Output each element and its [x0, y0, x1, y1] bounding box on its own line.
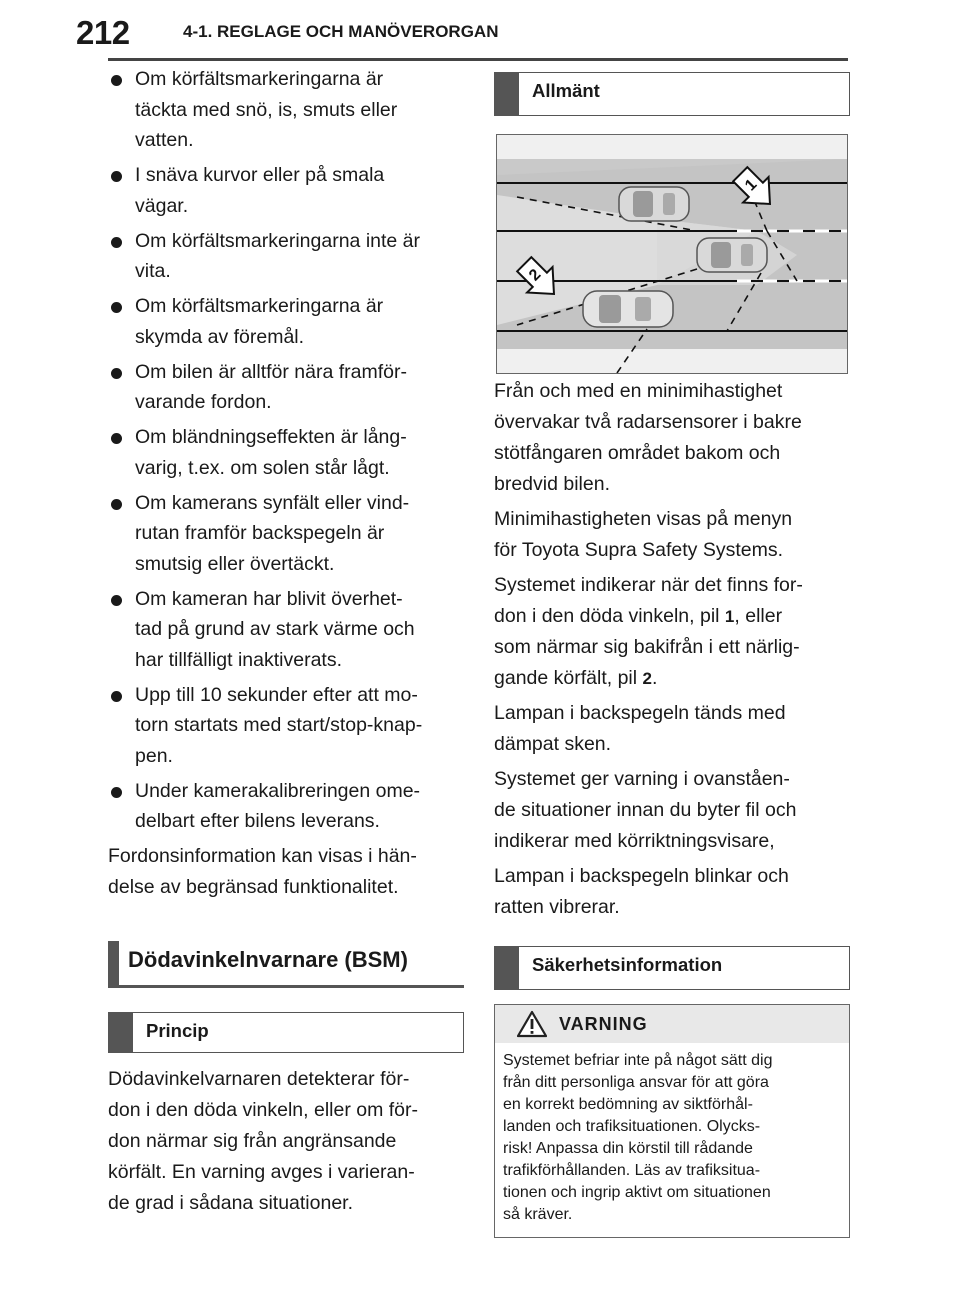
- road-diagram: [497, 135, 847, 373]
- line: Under kamerakalibreringen ome-: [135, 779, 421, 802]
- line: Lampan i backspegeln blinkar och: [494, 865, 789, 887]
- warning-header: [495, 1005, 849, 1043]
- line: Upp till 10 sekunder efter att mo-: [135, 683, 418, 706]
- line: Om körfältsmarkeringarna är: [135, 68, 384, 90]
- line: Om kameran har blivit överhet-: [135, 587, 403, 610]
- line: Om kamerans synfält eller vind-: [135, 491, 410, 514]
- line: övervakar två radarsensorer i bakre: [494, 411, 802, 433]
- arrow-1-ref: 1: [724, 607, 735, 626]
- general-heading-text: Allmänt: [532, 80, 600, 101]
- bullet-icon: [111, 595, 122, 606]
- line: trafikförhållanden. Läs av trafiksitua-: [503, 1162, 761, 1179]
- bullet-icon: [111, 691, 122, 702]
- list-item: [108, 226, 468, 287]
- list-item: [108, 584, 468, 676]
- line: Systemet indikerar när det finns for-: [494, 574, 803, 596]
- line: de grad i sådana situationer.: [108, 1192, 354, 1214]
- line: Om bländningseffekten är lång-: [135, 426, 407, 448]
- line: bredvid bilen.: [494, 473, 610, 495]
- right-column: [494, 376, 854, 927]
- bullet-icon: [111, 171, 122, 182]
- line: don i den döda vinkeln, eller om för-: [108, 1099, 419, 1121]
- line: .: [651, 667, 658, 689]
- arrow-2-ref: 2: [642, 669, 652, 688]
- paragraph: [494, 504, 854, 566]
- line: Systemet ger varning i ovanståen-: [494, 768, 790, 790]
- header-rule: [108, 58, 848, 61]
- line: Fordonsinformation kan visas i hän-: [108, 845, 417, 867]
- list-item: [108, 488, 468, 580]
- line: Om bilen är alltför nära framför-: [135, 360, 408, 383]
- line: Minimihastigheten visas på menyn: [494, 508, 793, 530]
- principle-heading: [108, 1012, 464, 1053]
- line: tad på grund av stark värme och: [135, 618, 415, 640]
- line: Systemet befriar inte på något sätt dig: [503, 1052, 773, 1069]
- line: I snäva kurvor eller på smala: [135, 164, 385, 186]
- line: dämpat sken.: [494, 733, 612, 755]
- bullet-icon: [111, 237, 122, 248]
- line: rutan framför backspegeln är: [135, 522, 385, 544]
- list-item: [108, 776, 468, 837]
- line: pen.: [135, 744, 173, 767]
- heading-bar: [109, 1013, 133, 1052]
- line: så kräver.: [503, 1206, 573, 1223]
- line: varande fordon.: [135, 391, 272, 413]
- line: Dödavinkelvarnaren detekterar för-: [108, 1068, 410, 1090]
- line: Lampan i backspegeln tänds med: [494, 702, 786, 724]
- paragraph: [494, 698, 854, 760]
- heading-bar: [495, 947, 519, 989]
- line: torn startats med start/stop-knap-: [135, 714, 423, 736]
- bullet-icon: [111, 75, 122, 86]
- list-item: [108, 422, 468, 483]
- line: som närmar sig bakifrån i ett närlig-: [494, 636, 800, 658]
- bullet-icon: [111, 499, 122, 510]
- line: , eller: [734, 605, 783, 627]
- line: indikerar med körriktningsvisare,: [494, 830, 775, 852]
- warning-label: VARNING: [559, 1014, 648, 1034]
- line: Från och med en minimihastighet: [494, 380, 783, 402]
- line: don i den döda vinkeln, pil: [494, 605, 725, 627]
- warning-box: [494, 1004, 850, 1238]
- line: skymda av föremål.: [135, 325, 305, 348]
- car-icon: [697, 238, 767, 272]
- heading-bar: [108, 941, 119, 985]
- line: ratten vibrerar.: [494, 896, 620, 918]
- line: Om körfältsmarkeringarna inte är: [135, 229, 421, 252]
- line: stötfångaren området bakom och: [494, 442, 781, 464]
- paragraph: [494, 764, 854, 857]
- arrow-2-label: 2: [526, 266, 545, 285]
- line: landen och trafiksituationen. Olycks-: [503, 1118, 761, 1135]
- list-item: [108, 680, 468, 772]
- line: körfält. En varning avges i varieran-: [108, 1161, 415, 1183]
- paragraph: [494, 570, 854, 694]
- line: en korrekt bedömning av siktförhål-: [503, 1096, 753, 1113]
- line: delse av begränsad funktionalitet.: [108, 876, 399, 898]
- section-title: 4-1. REGLAGE OCH MANÖVERORGAN: [183, 22, 499, 41]
- bullet-icon: [111, 368, 122, 379]
- condition-list: [108, 64, 468, 837]
- warning-triangle-icon: [517, 1010, 547, 1043]
- heading-bar: [495, 73, 519, 115]
- warning-text: [503, 1050, 843, 1226]
- line: gande körfält, pil: [494, 667, 643, 689]
- line: smutsig eller övertäckt.: [135, 552, 335, 575]
- safety-heading-text: Säkerhetsinformation: [532, 954, 723, 975]
- bullet-icon: [111, 302, 122, 313]
- line: risk! Anpassa din körstil till rådande: [503, 1140, 753, 1157]
- list-item: [108, 64, 468, 156]
- section-heading-text: Dödavinkelnvarnare (BSM): [128, 947, 408, 972]
- list-item: [108, 357, 468, 418]
- line: vita.: [135, 260, 171, 282]
- general-heading: [494, 72, 850, 116]
- line: vägar.: [135, 194, 189, 217]
- list-item: [108, 160, 468, 221]
- line: tionen och ingrip aktivt om situationen: [503, 1184, 771, 1201]
- closing-paragraph: [108, 841, 468, 903]
- list-item: [108, 291, 468, 352]
- blind-spot-illustration: [496, 134, 848, 374]
- line: vatten.: [135, 129, 194, 151]
- car-icon: [619, 187, 689, 221]
- line: don närmar sig från angränsande: [108, 1130, 397, 1152]
- line: täckta med snö, is, smuts eller: [135, 98, 398, 121]
- bullet-icon: [111, 787, 122, 798]
- principle-paragraph: [108, 1064, 468, 1219]
- bullet-icon: [111, 433, 122, 444]
- car-icon: [583, 291, 673, 327]
- section-heading: [108, 941, 464, 988]
- line: för Toyota Supra Safety Systems.: [494, 539, 784, 561]
- safety-heading: [494, 946, 850, 990]
- line: har tillfälligt inaktiverats.: [135, 648, 342, 671]
- principle-heading-text: Princip: [146, 1020, 209, 1041]
- page-number: 212: [76, 14, 130, 51]
- paragraph: [494, 376, 854, 500]
- line: varig, t.ex. om solen står lågt.: [135, 456, 390, 479]
- arrow-1-label: 1: [742, 176, 761, 195]
- paragraph: [494, 861, 854, 923]
- line: de situationer innan du byter fil och: [494, 799, 797, 821]
- line: från ditt personliga ansvar för att göra: [503, 1074, 769, 1091]
- line: delbart efter bilens leverans.: [135, 810, 380, 832]
- line: Om körfältsmarkeringarna är: [135, 295, 384, 317]
- left-column: [108, 64, 468, 903]
